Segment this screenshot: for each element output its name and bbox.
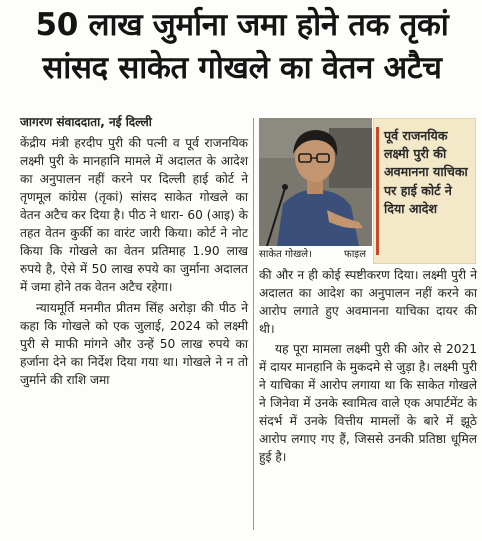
body-column-right xyxy=(259,266,477,466)
headline xyxy=(6,4,478,90)
photo-caption-name: साकेत गोखले। xyxy=(259,249,312,260)
headline-line-1: 50 लाख जुर्माना जमा होने तक तृकां xyxy=(35,7,449,43)
body-paragraph: की और न ही कोई स्पष्टीकरण दिया। लक्ष्मी पुरी ने अदालत का आदेश का अनुपालन नहीं करने का आरोप लगाते हुए अवमानना याचिका दायर की थी। xyxy=(259,268,477,336)
photo-caption xyxy=(259,246,372,264)
person-photo-illustration xyxy=(259,118,372,246)
body-paragraph: यह पूरा मामला लक्ष्मी पुरी की ओर से 2021 में दायर मानहानि के मुकदमे से जुड़ा है। लक्ष्मी पुरी ने याचिका में आरोप लगाया था कि साकेत गोखले ने जिनेवा में उनके स्वामित्व वाले एक अपार्टमेंट के संदर्भ में उनके वित्तीय मामलों के बारे में झूठे आरोप लगाए गए हैं, जिससे उनकी प्रतिष्ठा धूमिल हुई है। xyxy=(259,342,477,464)
body-paragraph: न्यायमूर्ति मनमीत प्रीतम सिंह अरोड़ा की पीठ ने कहा कि गोखले को एक जुलाई, 2024 को लक्ष्मी पुरी से माफी मांगने और उन्हें 50 लाख रुपये का हर्जाना देने का निर्देश दिया गया था। गोखले ने न तो जुर्माने की राशि जमा xyxy=(20,301,248,387)
byline: जागरण संवाददाता, नई दिल्ली xyxy=(20,115,152,129)
pullquote-text: पूर्व राजनयिक लक्ष्मी पुरी की अवमानना याचिका पर हाई कोर्ट ने दिया आदेश xyxy=(384,128,468,216)
pullquote-accent-bar xyxy=(376,127,379,255)
pullquote-box xyxy=(373,118,476,264)
photo-caption-file: फाइल xyxy=(344,249,366,260)
body-paragraph: केंद्रीय मंत्री हरदीप पुरी की पत्नी व पूर्व राजनयिक लक्ष्मी पुरी के मानहानि मामले में अदालत के आदेश का अनुपालन नहीं करने पर दिल्ली हाई कोर्ट ने तृणमूल कांग्रेस (तृकां) सांसद साकेत गोखले का वेतन अटैच कर दिया है। पीठ ने धारा- 60 (आइ) के तहत वेतन कुर्की का वारंट जारी किया। कोर्ट ने नोट किया कि गोखले का वेतन प्रतिमाह 1.90 लाख रुपये है, ऐसे में 50 लाख रुपये का जुर्माना अदालत में जमा होने तक वेतन अटैच रहेगा। xyxy=(20,136,248,294)
news-photo xyxy=(259,118,372,246)
column-divider xyxy=(253,118,254,530)
body-column-left xyxy=(20,134,248,389)
headline-line-2: सांसद साकेत गोखले का वेतन अटैच xyxy=(42,50,442,86)
